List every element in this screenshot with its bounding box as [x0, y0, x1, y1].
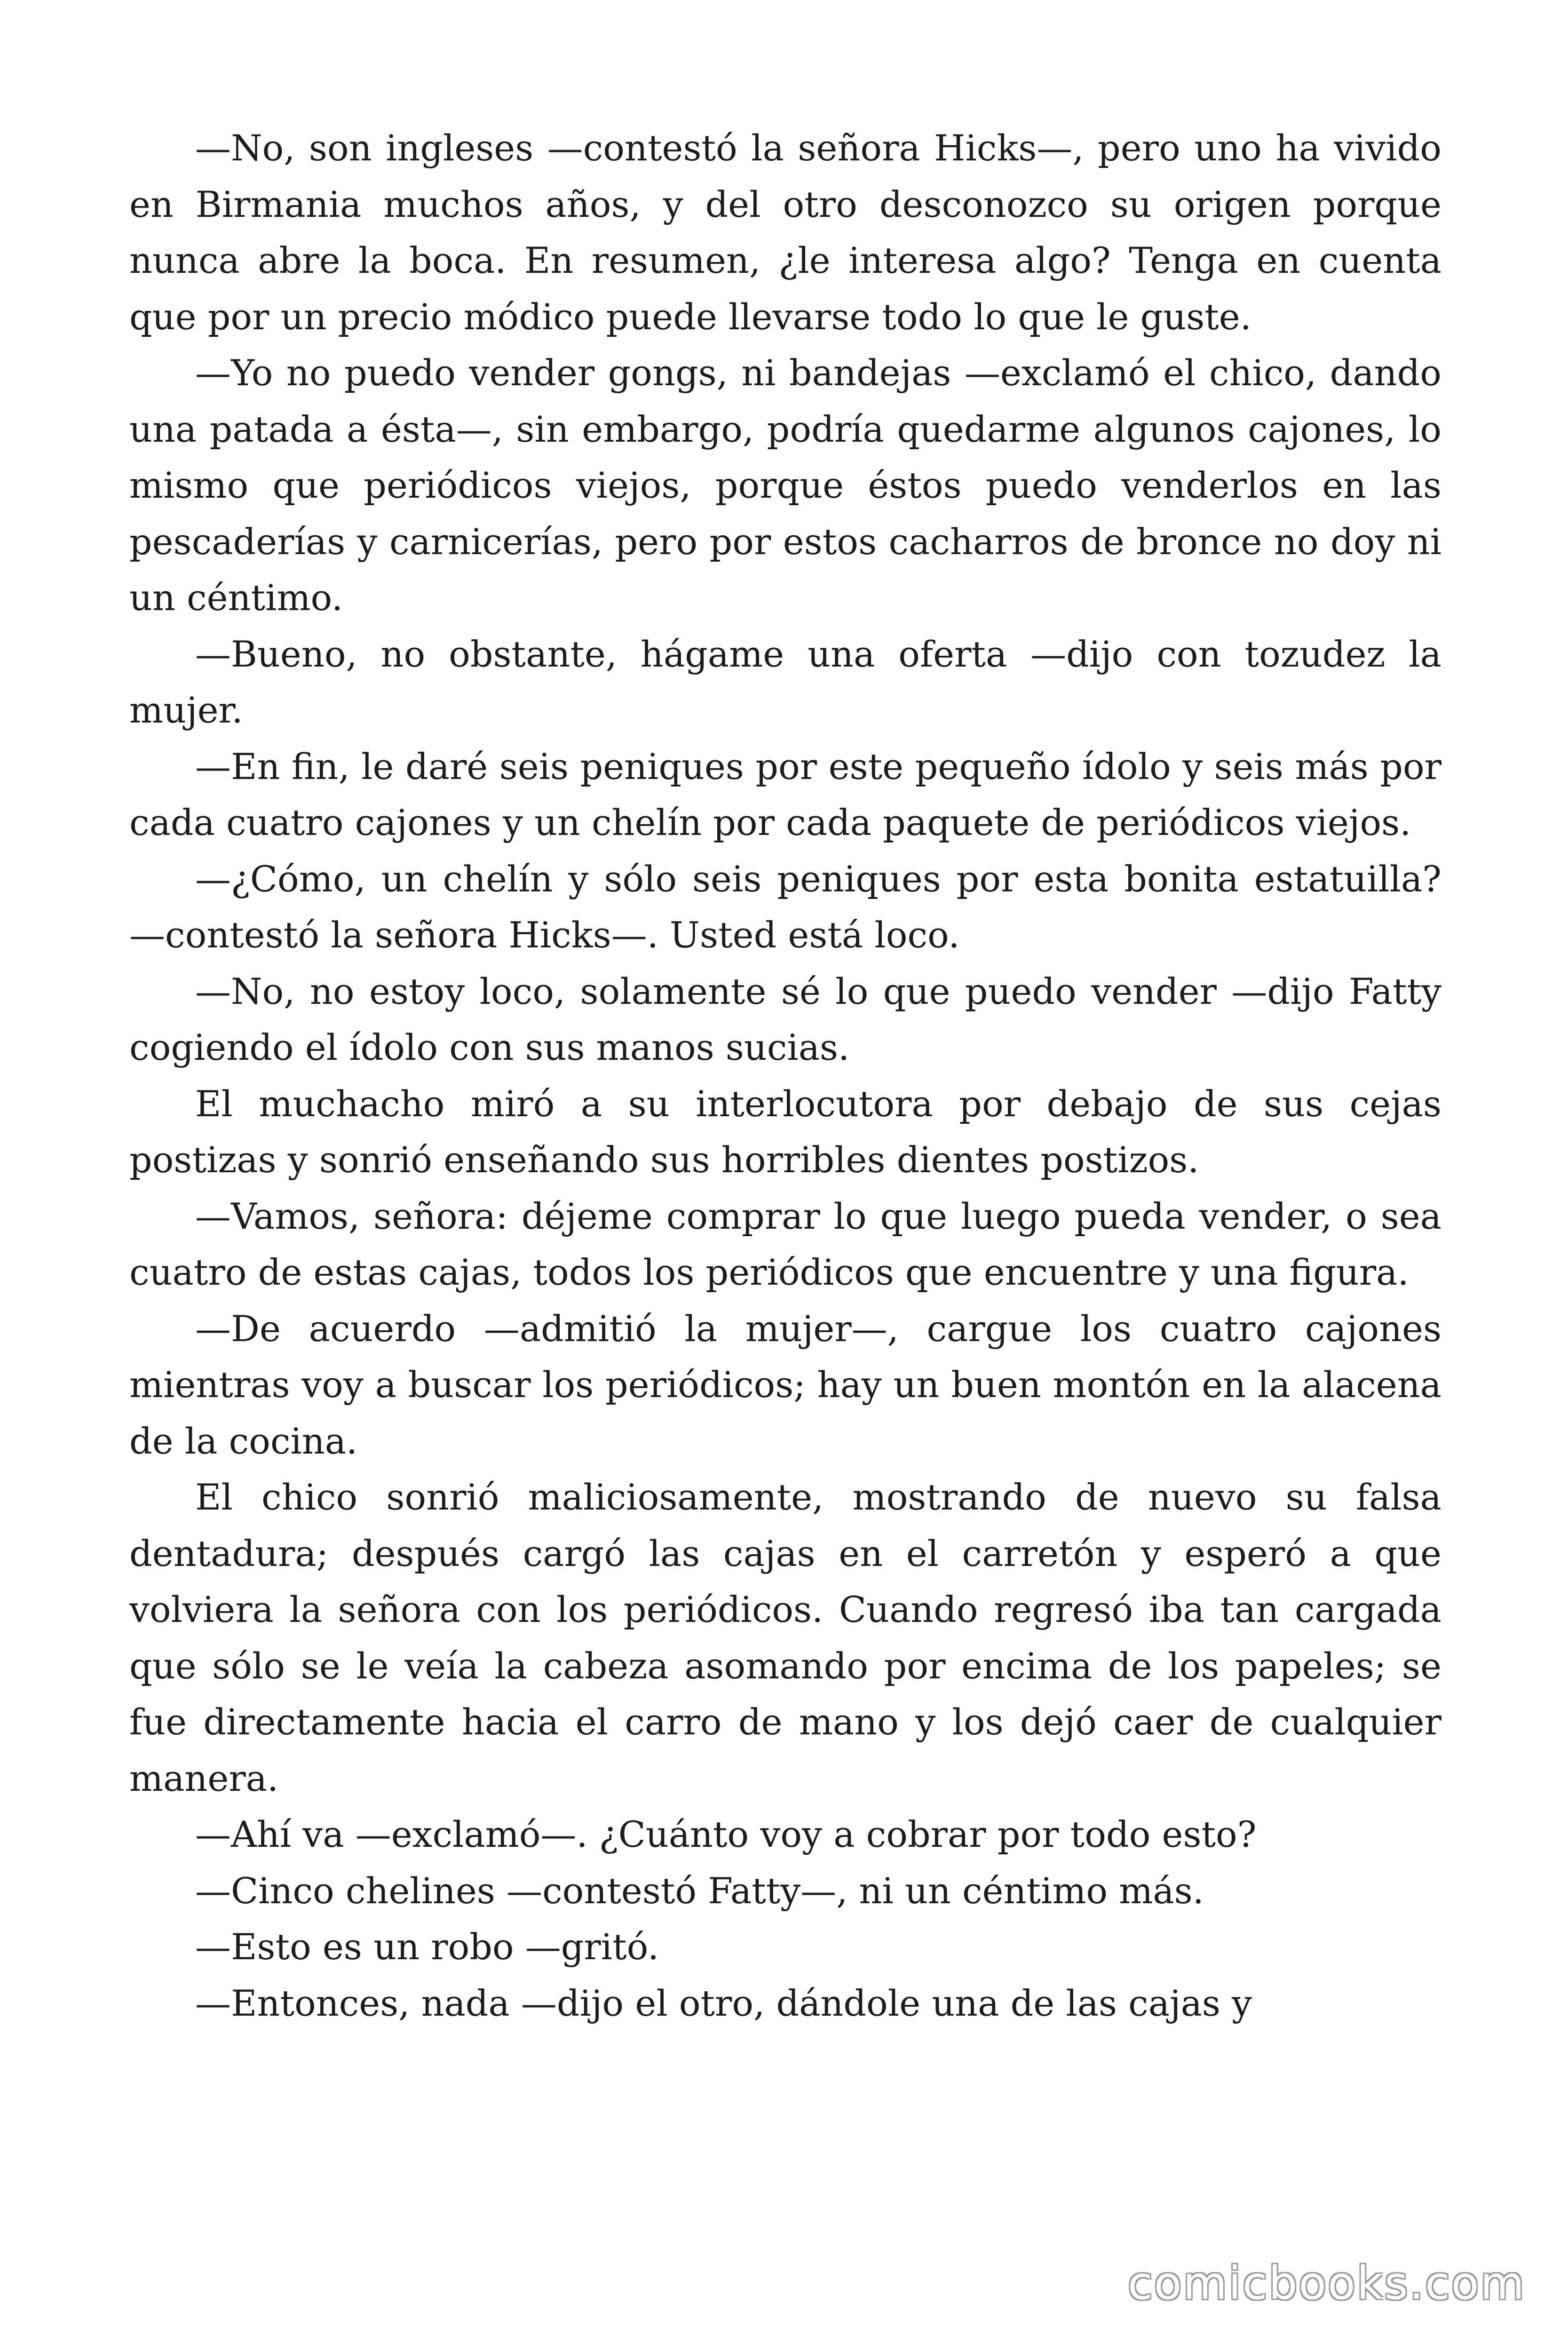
paragraph: —No, no estoy loco, solamente sé lo que puedo vender —dijo Fatty cogiendo el ídolo con sus manos sucias.	[129, 970, 1441, 1068]
paragraph: —En fin, le daré seis peniques por este pequeño ídolo y seis más por cada cuatro cajones y un chelín por cada paquete de periódicos viejos.	[129, 745, 1441, 843]
paragraph: —¿Cómo, un chelín y sólo seis peniques por esta bonita estatuilla? —contestó la señora Hicks—. Usted está loco.	[129, 858, 1441, 956]
watermark: comicbooks.com	[1127, 2257, 1526, 2310]
paragraph: —Vamos, señora: déjeme comprar lo que luego pueda vender, o sea cuatro de estas cajas, todos los periódicos que encuentre y una figura.	[129, 1195, 1441, 1293]
paragraph: —Entonces, nada —dijo el otro, dándole una de las cajas y	[195, 1982, 1252, 2024]
paragraph: —Bueno, no obstante, hágame una oferta —dijo con tozudez la mujer.	[129, 633, 1441, 731]
paragraph: —Cinco chelines —contestó Fatty—, ni un céntimo más.	[195, 1869, 1204, 1912]
paragraph: El muchacho miró a su interlocutora por debajo de sus cejas postizas y sonrió enseñando sus horribles dientes postizos.	[129, 1082, 1441, 1181]
paragraph: —Ahí va —exclamó—. ¿Cuánto voy a cobrar por todo esto?	[195, 1813, 1257, 1855]
page-body	[129, 120, 1441, 2031]
paragraph: —Yo no puedo vender gongs, ni bandejas —exclamó el chico, dando una patada a ésta—, sin embargo, podría quedarme algunos cajones, lo mismo que periódicos viejos, porque éstos puedo venderlos en las pescaderías y carnicerías, pero por estos cacharros de bronce no doy ni un céntimo.	[129, 352, 1441, 619]
paragraph: —Esto es un robo —gritó.	[195, 1926, 659, 1968]
paragraph: El chico sonrió maliciosamente, mostrando de nuevo su falsa dentadura; después cargó las cajas en el carretón y esperó a que volviera la señora con los periódicos. Cuando regresó iba tan cargada que sólo se le veía la cabeza asomando por encima de los papeles; se fue directamente hacia el carro de mano y los dejó caer de cualquier manera.	[129, 1476, 1441, 1799]
paragraph: —De acuerdo —admitió la mujer—, cargue los cuatro cajones mientras voy a buscar los periódicos; hay un buen montón en la alacena de la cocina.	[129, 1307, 1441, 1462]
paragraph: —No, son ingleses —contestó la señora Hicks—, pero uno ha vivido en Birmania muchos años, y del otro desconozco su origen porque nunca abre la boca. En resumen, ¿le interesa algo? Tenga en cuenta que por un precio módico puede llevarse todo lo que le guste.	[129, 127, 1441, 338]
